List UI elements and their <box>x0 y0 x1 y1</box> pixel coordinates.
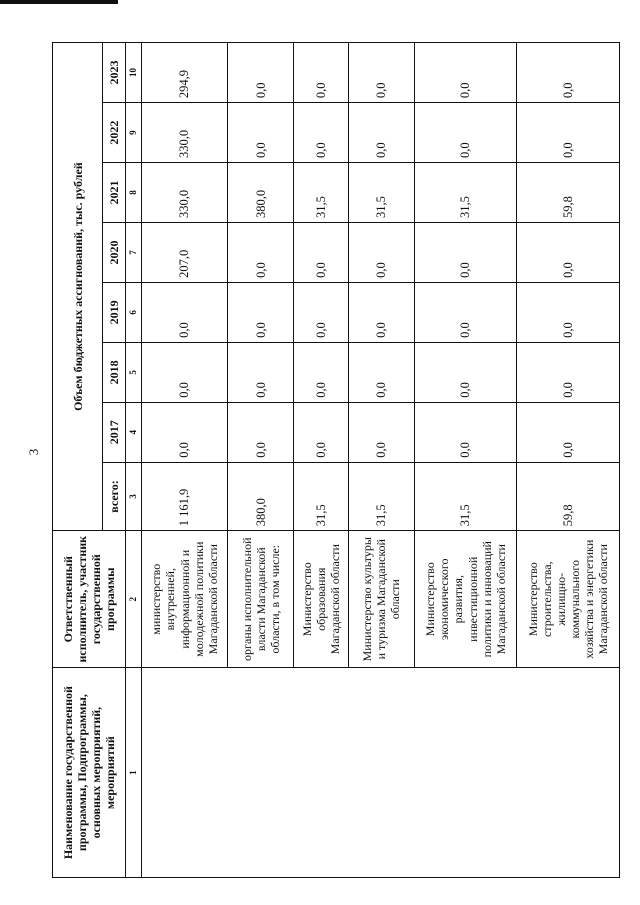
value-cell: 0,0 <box>517 402 620 462</box>
value-cell: 294,9 <box>141 43 227 103</box>
rotated-table-container <box>52 42 620 878</box>
value-cell: 207,0 <box>141 222 227 282</box>
value-cell: 0,0 <box>228 103 294 163</box>
header-year: 2021 <box>103 163 126 223</box>
header-year: всего: <box>103 462 126 531</box>
program-name-cell <box>141 668 619 878</box>
column-number: 4 <box>125 402 141 462</box>
value-cell: 0,0 <box>294 402 348 462</box>
value-cell: 0,0 <box>294 222 348 282</box>
value-cell: 330,0 <box>141 103 227 163</box>
table-row <box>141 43 227 878</box>
value-cell: 59,8 <box>517 163 620 223</box>
executor-cell: Министерство культуры и туризма Магаданской области <box>348 531 414 668</box>
column-number: 2 <box>125 531 141 668</box>
value-cell: 0,0 <box>348 103 414 163</box>
value-cell: 31,5 <box>348 462 414 531</box>
column-number: 10 <box>125 43 141 103</box>
value-cell: 0,0 <box>348 402 414 462</box>
value-cell: 0,0 <box>348 222 414 282</box>
executor-cell: органы исполнительной власти Магаданской области, в том числе: <box>228 531 294 668</box>
value-cell: 0,0 <box>294 282 348 342</box>
column-number: 5 <box>125 342 141 402</box>
value-cell: 0,0 <box>228 402 294 462</box>
header-year: 2023 <box>103 43 126 103</box>
header-year: 2020 <box>103 222 126 282</box>
value-cell: 0,0 <box>228 282 294 342</box>
value-cell: 0,0 <box>348 43 414 103</box>
header-budget-group: Объем бюджетных ассигнований, тыс. рублей <box>53 43 103 531</box>
page-number: 3 <box>26 448 41 456</box>
budget-table <box>52 42 620 878</box>
value-cell: 0,0 <box>294 103 348 163</box>
value-cell: 31,5 <box>294 163 348 223</box>
column-number: 3 <box>125 462 141 531</box>
value-cell: 0,0 <box>228 43 294 103</box>
value-cell: 0,0 <box>414 342 517 402</box>
value-cell: 31,5 <box>414 462 517 531</box>
value-cell: 0,0 <box>414 43 517 103</box>
value-cell: 31,5 <box>294 462 348 531</box>
column-number: 1 <box>125 668 141 878</box>
value-cell: 0,0 <box>414 402 517 462</box>
value-cell: 0,0 <box>348 282 414 342</box>
column-number: 7 <box>125 222 141 282</box>
scan-edge-mark <box>0 0 118 4</box>
value-cell: 0,0 <box>517 222 620 282</box>
header-name-col: Наименование государственной программы, Подпрограммы, основных мероприятий, мероприятий <box>53 668 126 878</box>
value-cell: 0,0 <box>348 342 414 402</box>
value-cell: 0,0 <box>228 342 294 402</box>
value-cell: 380,0 <box>228 163 294 223</box>
value-cell: 330,0 <box>141 163 227 223</box>
value-cell: 380,0 <box>228 462 294 531</box>
value-cell: 0,0 <box>294 342 348 402</box>
value-cell: 1 161,9 <box>141 462 227 531</box>
header-exec-col: Ответственный исполнитель, участник государственной программы <box>53 531 126 668</box>
value-cell: 0,0 <box>141 282 227 342</box>
value-cell: 0,0 <box>294 43 348 103</box>
value-cell: 0,0 <box>141 402 227 462</box>
value-cell: 0,0 <box>414 103 517 163</box>
value-cell: 0,0 <box>141 342 227 402</box>
value-cell: 59,8 <box>517 462 620 531</box>
value-cell: 0,0 <box>517 103 620 163</box>
executor-cell: Министерство строительства, жилищно-коммунального хозяйства и энергетики Магаданской области <box>517 531 620 668</box>
value-cell: 0,0 <box>414 282 517 342</box>
value-cell: 31,5 <box>414 163 517 223</box>
column-number: 9 <box>125 103 141 163</box>
header-year: 2018 <box>103 342 126 402</box>
column-number: 8 <box>125 163 141 223</box>
executor-cell: министерство внутренней, информационной и молодежной политики Магаданской области <box>141 531 227 668</box>
value-cell: 0,0 <box>517 43 620 103</box>
header-year: 2019 <box>103 282 126 342</box>
column-number: 6 <box>125 282 141 342</box>
value-cell: 0,0 <box>414 222 517 282</box>
executor-cell: Министерство образования Магаданской области <box>294 531 348 668</box>
value-cell: 0,0 <box>228 222 294 282</box>
value-cell: 0,0 <box>517 342 620 402</box>
header-year: 2022 <box>103 103 126 163</box>
value-cell: 0,0 <box>517 282 620 342</box>
header-year: 2017 <box>103 402 126 462</box>
value-cell: 31,5 <box>348 163 414 223</box>
executor-cell: Министерство экономического развития, инвестиционной политики и инноваций Магаданской области <box>414 531 517 668</box>
